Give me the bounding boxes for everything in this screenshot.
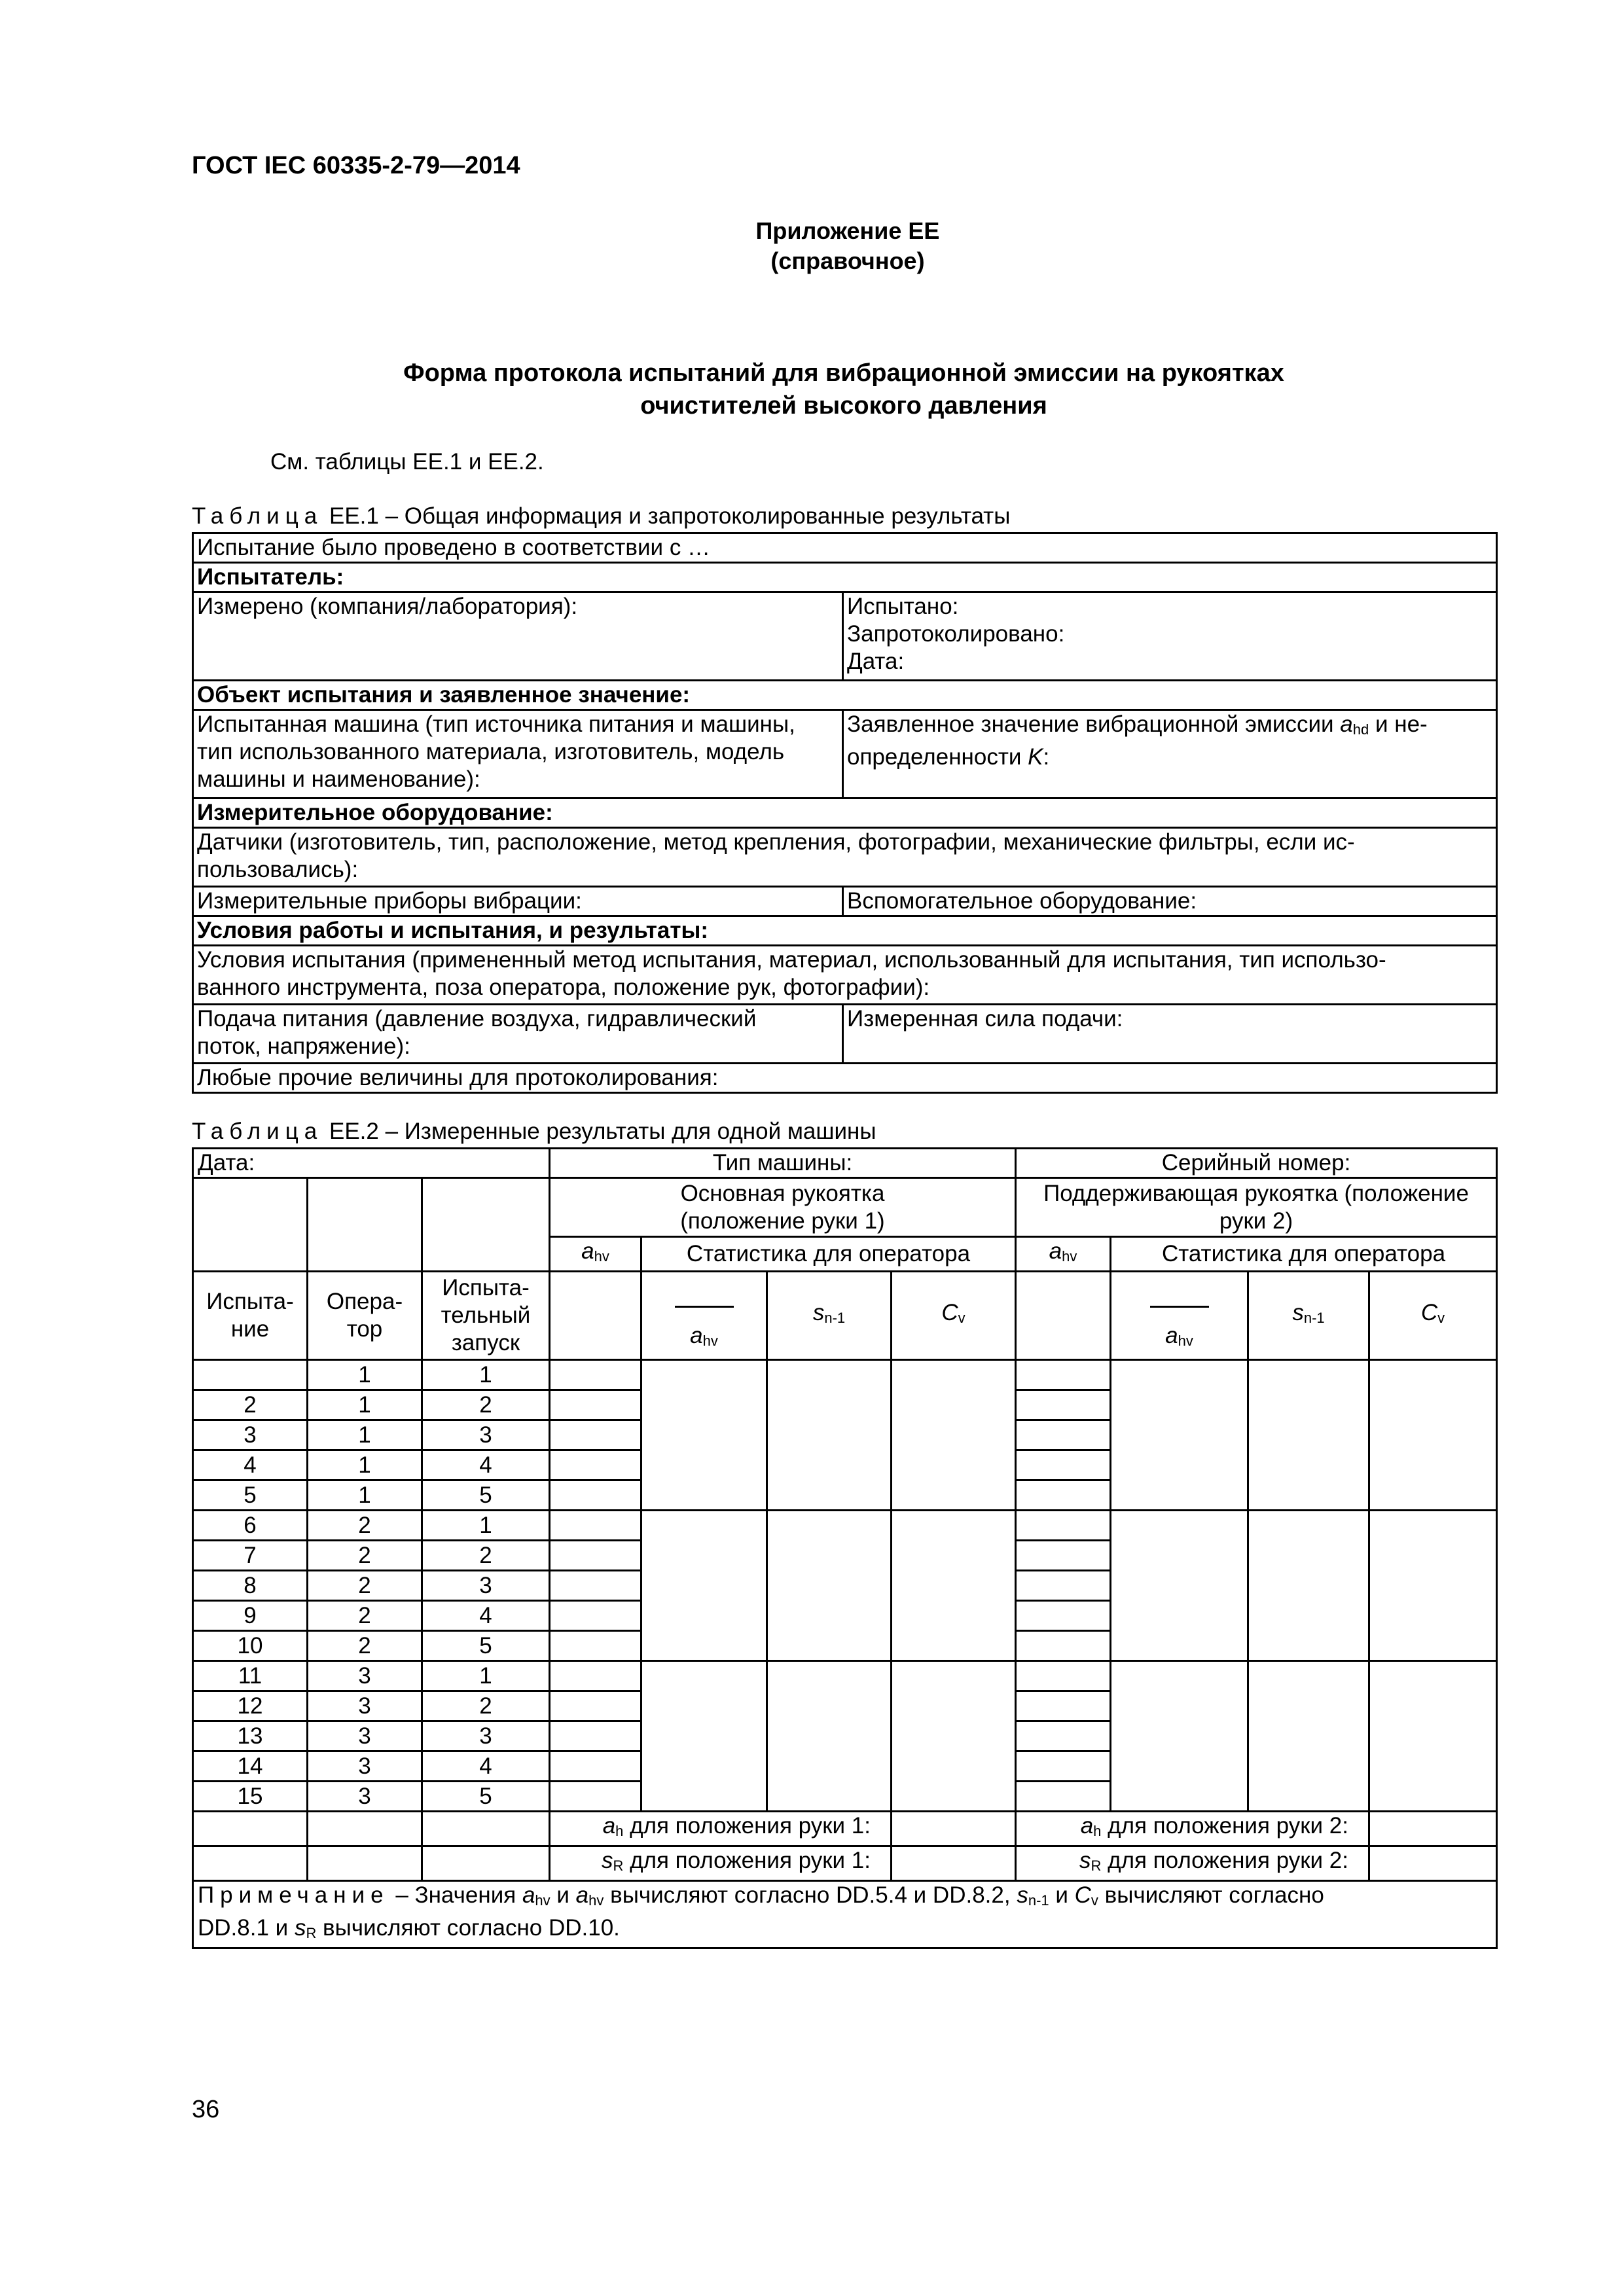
t2-cell-test-no: 8 bbox=[193, 1571, 308, 1601]
t2-cell-ahv1 bbox=[550, 1782, 641, 1812]
t2-note-t7: вычисляют согласно DD.10. bbox=[316, 1915, 620, 1941]
t2-sr1-sym: s bbox=[602, 1848, 613, 1873]
t2-cell-ahv1 bbox=[550, 1420, 641, 1450]
t1-declared-value bbox=[843, 710, 1497, 798]
t2-ahv-2-sub: hv bbox=[1062, 1248, 1077, 1265]
t2-sr1-text: для положения руки 1: bbox=[630, 1848, 871, 1873]
t2-mean-ahv-1-sub: hv bbox=[702, 1333, 718, 1349]
t1-power bbox=[193, 1005, 843, 1064]
t2-mean-ahv-1 bbox=[641, 1272, 767, 1360]
t2-cell-run-no: 3 bbox=[422, 1420, 550, 1450]
t2-cell-sn1-1 bbox=[767, 1511, 892, 1661]
t2-sr-pos2-value bbox=[1369, 1846, 1497, 1881]
t1-power-line2: поток, напряжение): bbox=[197, 1033, 410, 1059]
t1-machine-line3: машины и наименование): bbox=[197, 766, 480, 792]
t2-cell-operator-no: 2 bbox=[308, 1511, 422, 1541]
t2-main-handle-line1: Основная рукоятка bbox=[680, 1180, 885, 1206]
t2-note-ahv1-sym: a bbox=[522, 1882, 535, 1908]
t2-note bbox=[193, 1881, 1497, 1948]
t2-note-t4: и bbox=[1049, 1882, 1075, 1908]
t2-note-cv-sym: C bbox=[1074, 1882, 1091, 1908]
t2-cell-cv2 bbox=[1369, 1661, 1497, 1812]
t2-cell-ahv1 bbox=[550, 1661, 641, 1691]
t2-cell-ahv2 bbox=[1016, 1601, 1111, 1631]
t2-sum-empty-3 bbox=[422, 1812, 550, 1846]
t1-declared-text3: определенности bbox=[847, 744, 1022, 770]
t1-conformity: Испытание было проведено в соответствии с … bbox=[193, 533, 1497, 563]
t2-cv-1-sym: C bbox=[941, 1300, 958, 1325]
t2-ah-pos2-label bbox=[1016, 1812, 1369, 1846]
t2-col-test bbox=[193, 1272, 308, 1360]
t1-declared-line1 bbox=[847, 711, 1492, 744]
t1-sensors-line2: пользовались): bbox=[197, 857, 359, 882]
form-title-line2: очистителей высокого давления bbox=[640, 392, 1047, 420]
t2-cell-test-no: 2 bbox=[193, 1390, 308, 1420]
t1-power-line1: Подача питания (давление воздуха, гидравлический bbox=[197, 1006, 757, 1031]
t2-col-operator-line2: тор bbox=[346, 1316, 383, 1342]
t2-mean-bar-2 bbox=[1113, 1295, 1245, 1322]
t2-sum-empty-4 bbox=[193, 1846, 308, 1881]
t1-sensors-line1: Датчики (изготовитель, тип, расположение, метод крепления, фотографии, механические фильтры, если ис- bbox=[197, 829, 1355, 855]
t2-machine-type: Тип машины: bbox=[550, 1149, 1016, 1178]
t2-ahv-1-sub: hv bbox=[594, 1248, 609, 1265]
t2-data-rows bbox=[193, 1360, 1497, 1812]
t2-sr2-sub: R bbox=[1091, 1857, 1102, 1874]
t2-cell-ahv2 bbox=[1016, 1661, 1111, 1691]
t2-cell-operator-no: 1 bbox=[308, 1450, 422, 1480]
t2-sr2-sym: s bbox=[1079, 1848, 1091, 1873]
t2-cell-test-no: 6 bbox=[193, 1511, 308, 1541]
t2-cell-cv2 bbox=[1369, 1360, 1497, 1511]
t2-cell-ahv2 bbox=[1016, 1751, 1111, 1782]
t2-col-operator-line1: Опера- bbox=[326, 1289, 403, 1314]
t2-cell-run-no: 2 bbox=[422, 1691, 550, 1721]
t2-ah2-text: для положения руки 2: bbox=[1108, 1813, 1348, 1839]
t2-cell-cv2 bbox=[1369, 1511, 1497, 1661]
annex-title: Приложение ЕЕ bbox=[755, 217, 940, 244]
t2-cell-ahv1 bbox=[550, 1601, 641, 1631]
t2-ah1-sym: a bbox=[602, 1813, 616, 1839]
document-code: ГОСТ IEC 60335-2-79—2014 bbox=[192, 152, 520, 179]
t2-col-run-line2: тельный bbox=[441, 1302, 531, 1328]
t2-cell-cv1 bbox=[892, 1661, 1016, 1812]
t2-date: Дата: bbox=[193, 1149, 550, 1178]
t2-col-run-line3: запуск bbox=[451, 1330, 520, 1355]
t2-cell-mean2 bbox=[1111, 1511, 1248, 1661]
t2-mean-ahv-2-sym: a bbox=[1165, 1323, 1178, 1348]
t2-cell-test-no: 9 bbox=[193, 1601, 308, 1631]
t2-note-line1 bbox=[198, 1882, 1492, 1914]
t2-cell-run-no: 2 bbox=[422, 1390, 550, 1420]
t2-cell-ahv2 bbox=[1016, 1782, 1111, 1812]
t1-reported: Запротоколировано: bbox=[847, 621, 1065, 647]
t2-sum-empty-6 bbox=[422, 1846, 550, 1881]
t2-cell-test-no: 10 bbox=[193, 1631, 308, 1661]
t2-ahv-2 bbox=[1016, 1237, 1111, 1272]
table-ee2 bbox=[192, 1147, 1498, 1949]
form-title-line1: Форма протокола испытаний для вибрационной эмиссии на рукоятках bbox=[403, 359, 1284, 387]
annex-type: (справочное) bbox=[770, 247, 925, 274]
t2-cell-sn1-2 bbox=[1248, 1661, 1369, 1812]
t2-sr2-text: для положения руки 2: bbox=[1108, 1848, 1348, 1873]
t1-declared-text1: Заявленное значение вибрационной эмиссии bbox=[847, 711, 1334, 737]
t2-cell-mean1 bbox=[641, 1661, 767, 1812]
t2-cv-2-sub: v bbox=[1437, 1310, 1445, 1326]
t2-cell-ahv2 bbox=[1016, 1691, 1111, 1721]
t2-ah1-text: для положения руки 1: bbox=[630, 1813, 871, 1839]
form-title bbox=[0, 357, 1624, 422]
t2-sn1-1-sub: n-1 bbox=[824, 1310, 846, 1326]
t2-note-t3: вычисляют согласно DD.5.4 и DD.8.2, bbox=[604, 1882, 1017, 1908]
t2-note-word: Примечание bbox=[198, 1882, 389, 1908]
t2-note-line2 bbox=[198, 1914, 1492, 1947]
t2-blank-1 bbox=[193, 1178, 308, 1272]
t2-mean-ahv-1-sym: a bbox=[690, 1323, 703, 1348]
t2-serial-number: Серийный номер: bbox=[1016, 1149, 1497, 1178]
t2-cell-cv1 bbox=[892, 1511, 1016, 1661]
page-number: 36 bbox=[192, 2096, 220, 2123]
t2-cell-ahv2 bbox=[1016, 1480, 1111, 1511]
table1-caption-text: ЕЕ.1 – Общая информация и запротоколированные результаты bbox=[329, 503, 1011, 529]
t1-equipment-heading: Измерительное оборудование: bbox=[193, 798, 1497, 828]
t2-cell-test-no: 14 bbox=[193, 1751, 308, 1782]
t2-cell-operator-no: 2 bbox=[308, 1601, 422, 1631]
t2-note-t2: и bbox=[550, 1882, 576, 1908]
t2-cell-mean2 bbox=[1111, 1360, 1248, 1511]
t2-note-ahv1-sub: hv bbox=[535, 1892, 550, 1909]
t1-machine-line2: тип использованного материала, изготовитель, модель bbox=[197, 739, 785, 764]
t2-cell-ahv2 bbox=[1016, 1571, 1111, 1601]
t2-note-t6: DD.8.1 и bbox=[198, 1915, 295, 1941]
t2-cell-test-no bbox=[193, 1360, 308, 1390]
t2-note-ahv2-sub: hv bbox=[588, 1892, 604, 1909]
t1-declared-hd: hd bbox=[1352, 721, 1369, 738]
t2-cell-test-no: 4 bbox=[193, 1450, 308, 1480]
t2-note-t1: – Значения bbox=[389, 1882, 522, 1908]
t2-cell-operator-no: 3 bbox=[308, 1751, 422, 1782]
t2-cell-sn1-1 bbox=[767, 1360, 892, 1511]
t2-mean-bar-1 bbox=[644, 1295, 764, 1322]
t1-sensors bbox=[193, 828, 1497, 887]
t1-declared-k: K bbox=[1028, 744, 1043, 770]
t1-date: Дата: bbox=[847, 649, 905, 674]
see-tables-text: См. таблицы ЕЕ.1 и ЕЕ.2. bbox=[270, 449, 544, 475]
t2-sn1-2-sym: s bbox=[1292, 1300, 1304, 1325]
annex-heading bbox=[0, 216, 1624, 276]
t2-cell-ahv1 bbox=[550, 1511, 641, 1541]
t2-cell-test-no: 13 bbox=[193, 1721, 308, 1751]
t2-cell-ahv1 bbox=[550, 1721, 641, 1751]
t2-support-handle-line2: руки 2) bbox=[1219, 1208, 1293, 1234]
t2-cv-2 bbox=[1369, 1272, 1497, 1360]
t2-cell-run-no: 4 bbox=[422, 1751, 550, 1782]
t2-cell-operator-no: 1 bbox=[308, 1420, 422, 1450]
table-row bbox=[193, 1661, 1497, 1691]
t1-test-conditions bbox=[193, 946, 1497, 1005]
t2-cell-sn1-1 bbox=[767, 1661, 892, 1812]
t1-machine bbox=[193, 710, 843, 798]
t2-col-test-line1: Испыта- bbox=[206, 1289, 294, 1314]
t2-ahv-2-sym: a bbox=[1049, 1238, 1062, 1264]
table1-caption-word: Таблица bbox=[192, 503, 323, 529]
t2-cell-test-no: 11 bbox=[193, 1661, 308, 1691]
t2-ah2-sym: a bbox=[1080, 1813, 1094, 1839]
t2-cell-sn1-2 bbox=[1248, 1360, 1369, 1511]
table2-caption-text: ЕЕ.2 – Измеренные результаты для одной машины bbox=[329, 1119, 876, 1144]
t1-instruments: Измерительные приборы вибрации: bbox=[193, 887, 843, 916]
t1-declared-colon: : bbox=[1043, 744, 1050, 770]
t2-cell-ahv1 bbox=[550, 1390, 641, 1420]
t2-cell-run-no: 4 bbox=[422, 1450, 550, 1480]
t2-cell-run-no: 2 bbox=[422, 1541, 550, 1571]
t2-cell-operator-no: 3 bbox=[308, 1721, 422, 1751]
t2-cell-mean2 bbox=[1111, 1661, 1248, 1812]
t2-sr1-sub: R bbox=[613, 1857, 624, 1874]
t2-ah-pos2-value bbox=[1369, 1812, 1497, 1846]
t2-mean-ahv-2-sub: hv bbox=[1178, 1333, 1193, 1349]
t2-cell-test-no: 15 bbox=[193, 1782, 308, 1812]
t2-cell-ahv2 bbox=[1016, 1631, 1111, 1661]
t2-note-ahv2-sym: a bbox=[575, 1882, 589, 1908]
t2-cell-operator-no: 2 bbox=[308, 1571, 422, 1601]
t2-cell-cv1 bbox=[892, 1360, 1016, 1511]
t2-col-test-line2: ние bbox=[230, 1316, 270, 1342]
table2-caption-word: Таблица bbox=[192, 1119, 323, 1144]
t2-cell-ahv1 bbox=[550, 1631, 641, 1661]
t2-cell-ahv1 bbox=[550, 1571, 641, 1601]
t2-note-s-sym: s bbox=[1017, 1882, 1028, 1908]
t2-cell-ahv1 bbox=[550, 1691, 641, 1721]
t2-cell-operator-no: 1 bbox=[308, 1390, 422, 1420]
t2-sn1-2 bbox=[1248, 1272, 1369, 1360]
table2-caption bbox=[192, 1119, 876, 1145]
t2-ah-pos1-label bbox=[550, 1812, 892, 1846]
t1-test-cond-line1: Условия испытания (примененный метод испытания, материал, использованный для испытания, тип использо- bbox=[197, 947, 1386, 973]
t2-stats-1: Статистика для оператора bbox=[641, 1237, 1016, 1272]
t2-sr-pos1-value bbox=[892, 1846, 1016, 1881]
t1-declared-text2: и не- bbox=[1375, 711, 1428, 737]
t2-sum-empty-2 bbox=[308, 1812, 422, 1846]
t2-note-sr-sym: s bbox=[294, 1915, 306, 1941]
t1-tested-block bbox=[843, 592, 1497, 681]
t1-tester-heading: Испытатель: bbox=[193, 563, 1497, 592]
t2-cell-run-no: 1 bbox=[422, 1360, 550, 1390]
t2-cell-test-no: 3 bbox=[193, 1420, 308, 1450]
t2-note-sr-sub: R bbox=[306, 1925, 317, 1941]
t2-cell-run-no: 4 bbox=[422, 1601, 550, 1631]
t2-main-handle-line2: (положение руки 1) bbox=[680, 1208, 885, 1234]
t2-cell-operator-no: 2 bbox=[308, 1631, 422, 1661]
t2-cell-ahv2 bbox=[1016, 1360, 1111, 1390]
t2-hdr-empty-1 bbox=[550, 1272, 641, 1360]
t2-cell-ahv2 bbox=[1016, 1721, 1111, 1751]
table-row bbox=[193, 1360, 1497, 1390]
t2-ahv-1 bbox=[550, 1237, 641, 1272]
t2-cell-ahv1 bbox=[550, 1360, 641, 1390]
t1-declared-line2 bbox=[847, 744, 1492, 771]
t2-cell-ahv1 bbox=[550, 1751, 641, 1782]
t2-cell-run-no: 5 bbox=[422, 1782, 550, 1812]
t1-declared-a: a bbox=[1340, 711, 1353, 737]
t2-sum-empty-1 bbox=[193, 1812, 308, 1846]
t2-cell-ahv1 bbox=[550, 1541, 641, 1571]
t2-cell-ahv2 bbox=[1016, 1390, 1111, 1420]
table-ee1 bbox=[192, 532, 1498, 1094]
t2-sr-pos2-label bbox=[1016, 1846, 1369, 1881]
t2-cv-1-sub: v bbox=[958, 1310, 965, 1326]
t2-cell-ahv2 bbox=[1016, 1450, 1111, 1480]
t2-cell-ahv2 bbox=[1016, 1541, 1111, 1571]
t2-ah-pos1-value bbox=[892, 1812, 1016, 1846]
t2-cell-ahv1 bbox=[550, 1450, 641, 1480]
t2-cell-ahv1 bbox=[550, 1480, 641, 1511]
t2-col-run-line1: Испыта- bbox=[442, 1275, 530, 1300]
t2-cell-run-no: 1 bbox=[422, 1661, 550, 1691]
table1-caption bbox=[192, 503, 1010, 529]
t1-conditions-heading: Условия работы и испытания, и результаты: bbox=[193, 916, 1497, 946]
t2-sn1-2-sub: n-1 bbox=[1303, 1310, 1325, 1326]
t2-sn1-1 bbox=[767, 1272, 892, 1360]
t1-tested: Испытано: bbox=[847, 594, 959, 619]
t2-cell-run-no: 3 bbox=[422, 1571, 550, 1601]
t2-main-handle bbox=[550, 1178, 1016, 1237]
t2-stats-2: Статистика для оператора bbox=[1111, 1237, 1497, 1272]
t1-object-heading: Объект испытания и заявленное значение: bbox=[193, 681, 1497, 710]
t2-sr-pos1-label bbox=[550, 1846, 892, 1881]
t1-feed-force: Измеренная сила подачи: bbox=[843, 1005, 1497, 1064]
t1-measured-by: Измерено (компания/лаборатория): bbox=[193, 592, 843, 681]
t2-cell-operator-no: 3 bbox=[308, 1661, 422, 1691]
t2-support-handle bbox=[1016, 1178, 1497, 1237]
t2-cv-1 bbox=[892, 1272, 1016, 1360]
t2-mean-ahv-2 bbox=[1111, 1272, 1248, 1360]
t2-cell-test-no: 7 bbox=[193, 1541, 308, 1571]
t2-cell-run-no: 5 bbox=[422, 1480, 550, 1511]
t2-note-s-sub: n-1 bbox=[1028, 1892, 1049, 1909]
t2-col-operator bbox=[308, 1272, 422, 1360]
t2-support-handle-line1: Поддерживающая рукоятка (положение bbox=[1043, 1180, 1469, 1206]
t2-cell-operator-no: 1 bbox=[308, 1480, 422, 1511]
t2-ah2-sub: h bbox=[1093, 1823, 1102, 1839]
t2-cell-operator-no: 1 bbox=[308, 1360, 422, 1390]
t2-cell-operator-no: 2 bbox=[308, 1541, 422, 1571]
t2-ahv-1-sym: a bbox=[581, 1238, 594, 1264]
t2-cell-mean1 bbox=[641, 1360, 767, 1511]
t2-sum-empty-5 bbox=[308, 1846, 422, 1881]
t2-cell-sn1-2 bbox=[1248, 1511, 1369, 1661]
t2-cell-test-no: 5 bbox=[193, 1480, 308, 1511]
table-row bbox=[193, 1511, 1497, 1541]
t1-machine-line1: Испытанная машина (тип источника питания и машины, bbox=[197, 711, 795, 737]
t1-aux: Вспомогательное оборудование: bbox=[843, 887, 1497, 916]
t2-cell-mean1 bbox=[641, 1511, 767, 1661]
t1-test-cond-line2: ванного инструмента, поза оператора, положение рук, фотографии): bbox=[197, 975, 930, 1000]
t2-ah1-sub: h bbox=[615, 1823, 624, 1839]
t2-hdr-empty-2 bbox=[1016, 1272, 1111, 1360]
t2-blank-2 bbox=[308, 1178, 422, 1272]
t2-note-t5: вычисляют согласно bbox=[1098, 1882, 1324, 1908]
t2-col-run bbox=[422, 1272, 550, 1360]
t2-cell-ahv2 bbox=[1016, 1511, 1111, 1541]
t2-note-cv-sub: v bbox=[1091, 1892, 1098, 1909]
t1-other: Любые прочие величины для протоколирования: bbox=[193, 1064, 1497, 1093]
t2-cell-run-no: 1 bbox=[422, 1511, 550, 1541]
t2-cv-2-sym: C bbox=[1420, 1300, 1438, 1325]
t2-sn1-1-sym: s bbox=[812, 1300, 825, 1325]
t2-cell-operator-no: 3 bbox=[308, 1691, 422, 1721]
t2-cell-run-no: 5 bbox=[422, 1631, 550, 1661]
t2-blank-3 bbox=[422, 1178, 550, 1272]
t2-cell-operator-no: 3 bbox=[308, 1782, 422, 1812]
t2-cell-run-no: 3 bbox=[422, 1721, 550, 1751]
t2-cell-ahv2 bbox=[1016, 1420, 1111, 1450]
t2-cell-test-no: 12 bbox=[193, 1691, 308, 1721]
